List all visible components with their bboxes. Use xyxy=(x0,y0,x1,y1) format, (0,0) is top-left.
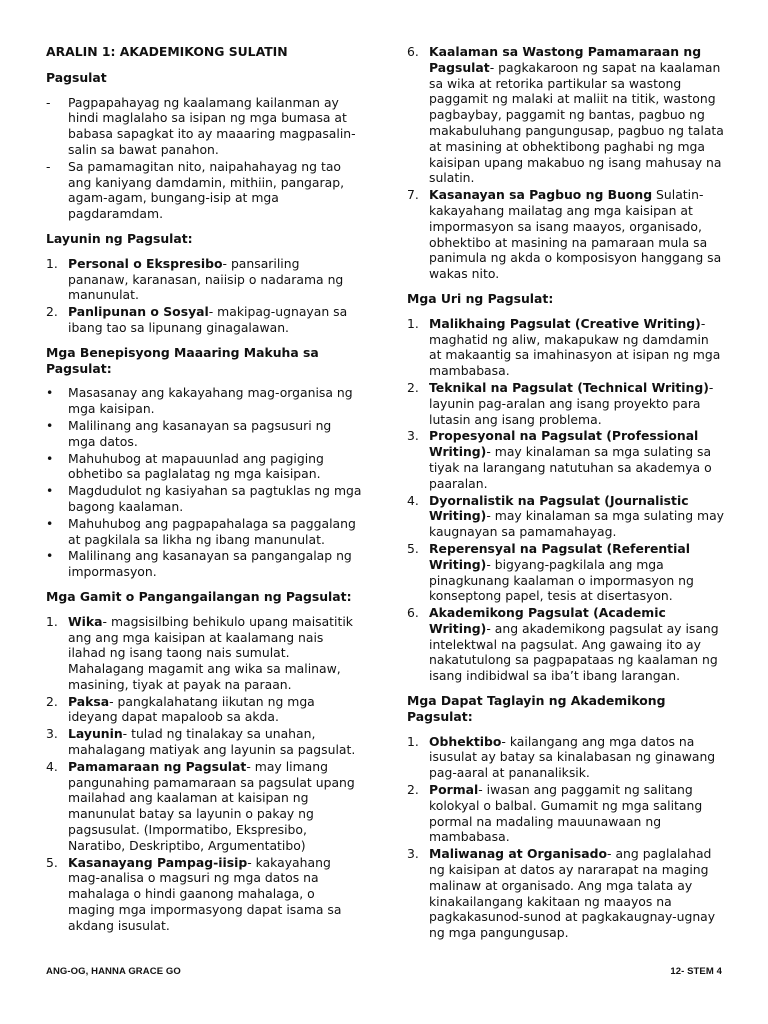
list-item: - Sa pamamagitan nito, naipahahayag ng tao ang kaniyang damdamin, mithiin, pangarap, agam-agam, bungang-isip at mga pagdaramdam. xyxy=(46,158,345,222)
taglayin-list xyxy=(407,734,725,941)
list-item: • Mahuhubog at mapauunlad ang pagiging obhetibo sa paglalatag ng mga kaisipan. xyxy=(46,450,324,482)
gamit-heading: Mga Gamit o Pangangailangan ng Pagsulat: xyxy=(46,588,352,604)
layunin-heading: Layunin ng Pagsulat: xyxy=(46,230,193,246)
list-item: 7. Kasanayan sa Pagbuo ng Buong Sulatin-kakayahang mailatag ang mga kaisipan at impormasyon sa isang maayos, organisado, obhektibo at masining na pamaraan mula sa panimula ng akda o komposisyon hanggang sa wakas nito. xyxy=(407,187,722,282)
list-item: 4. Dyornalistik na Pagsulat (Journalistic Writing)- may kinalaman sa mga sulating may kaugnayan sa pamamahayag. xyxy=(407,492,724,540)
list-item: - Pagpapahayag ng kaalamang kailanman ay hindi maglalaho sa isipan ng mga bumasa at babasa sapagkat ito ay maaaring magpasalin-salin sa bawat panahon. xyxy=(46,94,356,157)
list-item: 1. Obhektibo- kailangang ang mga datos na isusulat ay batay sa kinalabasan ng ginawang pag-aaral at pananaliksik. xyxy=(407,733,716,781)
footer-author: ANG-OG, HANNA GRACE GO xyxy=(46,966,181,977)
gamit-list-continued xyxy=(407,44,725,282)
pagsulat-heading: Pagsulat xyxy=(46,69,107,85)
footer-section: 12- STEM 4 xyxy=(670,966,722,977)
list-item: 1. Malikhaing Pagsulat (Creative Writing)- maghatid ng aliw, makapukaw ng damdamin at makaantig sa imahinasyon at isipan ng mga mambabasa. xyxy=(407,315,721,379)
list-item: 2. Panlipunan o Sosyal- makipag-ugnayan sa ibang tao sa lipunang ginagalawan. xyxy=(46,304,348,335)
list-item: 3. Layunin- tulad ng tinalakay sa unahan, mahalagang matiyak ang layunin sa pagsulat. xyxy=(46,726,356,758)
list-item: 1. Wika- magsisilbing behikulo upang maisatitik ang ang mga kaisipan at kaalamang nais ilahad ng isang taong nais sumulat. Mahalagang magamit ang wika sa malinaw, masining, tiyak at payak na paraan. xyxy=(46,613,353,692)
left-column xyxy=(46,44,362,943)
list-item: 2. Paksa- pangkalahatang iikutan ng mga ideyang dapat mapaloob sa akda. xyxy=(46,693,315,725)
benepisyo-heading: Mga Benepisyong Maaaring Makuha sa Pagsulat: xyxy=(46,344,319,376)
list-item: 3. Propesyonal na Pagsulat (Professional Writing)- may kinalaman sa mga sulating sa tiyak na larangang natutuhan sa akademya o paaralan. xyxy=(407,428,712,491)
list-item: • Masasanay ang kakayahang mag-organisa ng mga kaisipan. xyxy=(46,385,353,417)
list-item: 4. Pamamaraan ng Pagsulat- may limang pangunahing pamamaraan sa pagsulat upang mailahad ang kaalaman at kaisipan ng manunulat batay sa layunin o pakay ng pagsusulat. (Impormatibo, Ekspresibo, Naratibo, Deskriptibo, Argumentatibo) xyxy=(46,758,355,853)
list-item: 5. Reperensyal na Pagsulat (Referential Writing)- bigyang-pagkilala ang mga pinagkunang kaalaman o impormasyon ng konseptong papel, tesis at disertasyon. xyxy=(407,540,694,604)
list-item: 6. Kaalaman sa Wastong Pamamaraan ng Pagsulat- pagkakaroon ng sapat na kaalaman sa wika at retorika partikular sa wastong paggamit ng malaki at maliit na titik, wastong pagbaybay, paggamit ng bantas, pagbuo ng makabuluhang pangungusap, pagbuo ng talata at masining at obhektibong paghabi ng mga kaisipan upang makabuo ng isang mahusay na sulatin. xyxy=(407,44,724,186)
list-item: • Magdudulot ng kasiyahan sa pagtuklas ng mga bagong kaalaman. xyxy=(46,483,362,514)
gamit-list xyxy=(46,614,362,934)
list-item: 5. Kasanayang Pampag-iisip- kakayahang mag-analisa o magsuri ng mga datos na mahalaga o hindi gaanong mahalaga, o maging mga impormasyong dapat isama sa akdang isusulat. xyxy=(46,854,342,933)
pagsulat-list xyxy=(46,95,362,222)
list-item: • Mahuhubog ang pagpapahalaga sa paggalang at pagkilala sa likha ng ibang manunulat. xyxy=(46,515,356,547)
list-item: 2. Pormal- iwasan ang paggamit ng salitang kolokyal o balbal. Gumamit ng mga salitang pormal na madaling mauunawaan ng mambabasa. xyxy=(407,782,703,845)
uri-list xyxy=(407,316,725,684)
list-item: • Malilinang ang kasanayan sa pagsusuri ng mga datos. xyxy=(46,417,332,449)
list-item: 3. Maliwanag at Organisado- ang paglalahad ng kaisipan at datos ay nararapat na maging malinaw at organisado. Ang mga talata ay kinakailangang kakitaan ng maayos na pagkakasunod-sunod at pagkakaugnay-ugnay ng mga pangungusap. xyxy=(407,846,716,941)
right-column xyxy=(407,44,725,950)
list-item: • Malilinang ang kasanayan sa pangangalap ng impormasyon. xyxy=(46,548,352,580)
list-item: 6. Akademikong Pagsulat (Academic Writing)- ang akademikong pagsulat ay isang intelektwal na pagsulat. Ang gawaing ito ay nakatutulong sa pagpapataas ng kaalaman ng isang indibidwal sa iba’t ibang larangan. xyxy=(407,605,719,684)
lesson-title: ARALIN 1: AKADEMIKONG SULATIN xyxy=(46,44,288,59)
list-item: 2. Teknikal na Pagsulat (Technical Writing)- layunin pag-aralan ang isang proyekto para lutasin ang isang problema. xyxy=(407,379,714,427)
benepisyo-list xyxy=(46,385,362,580)
layunin-list xyxy=(46,256,362,336)
list-item: 1. Personal o Ekspresibo- pansariling pananaw, karanasan, naiisip o nadarama ng manunulat. xyxy=(46,255,344,303)
uri-heading: Mga Uri ng Pagsulat: xyxy=(407,290,554,306)
taglayin-heading: Mga Dapat Taglayin ng Akademikong Pagsulat: xyxy=(407,693,666,724)
